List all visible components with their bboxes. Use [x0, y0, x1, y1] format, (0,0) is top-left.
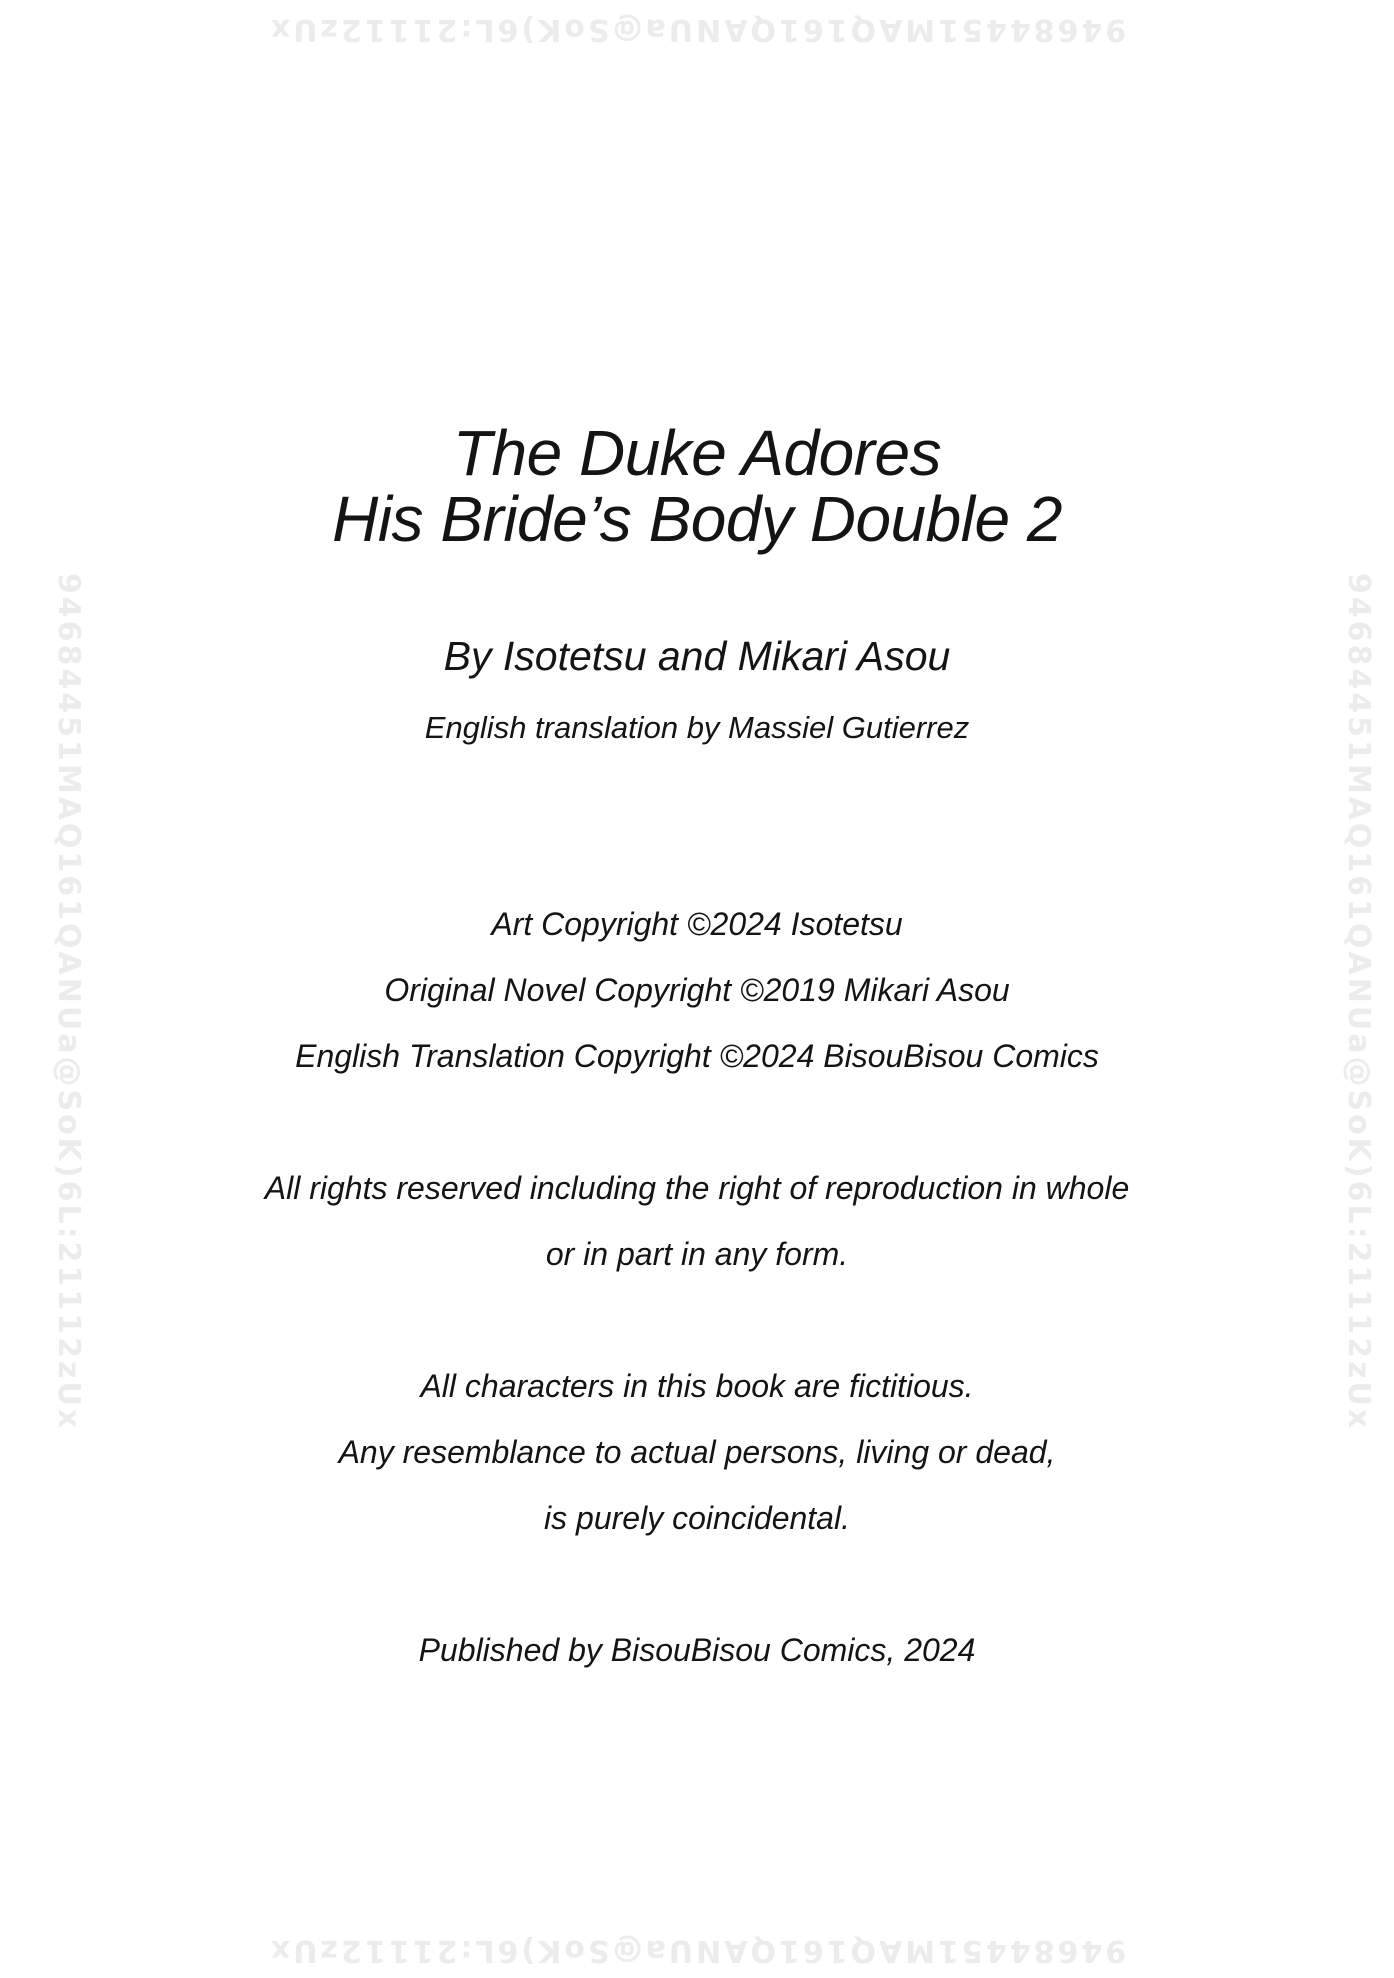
- watermark-bottom: 94684451MAQ161QANUa@SoK)6L:21112zUx: [267, 1933, 1127, 1968]
- watermark-left: 94684451MAQ161QANUa@SoK)6L:21112zUx: [51, 572, 86, 1432]
- book-title-line-2: His Bride’s Body Double 2: [332, 483, 1062, 555]
- disclaimer-line-1: All characters in this book are fictitious.: [420, 1368, 974, 1404]
- rights-line-1: All rights reserved including the right of reproduction in whole: [264, 1170, 1130, 1206]
- publisher-line: Published by BisouBisou Comics, 2024: [418, 1632, 976, 1668]
- watermark-right: 94684451MAQ161QANUa@SoK)6L:21112zUx: [1341, 572, 1376, 1432]
- copyright-novel: Original Novel Copyright ©2019 Mikari Asou: [384, 972, 1010, 1008]
- disclaimer-line-3: is purely coincidental.: [544, 1500, 850, 1536]
- rights-line-2: or in part in any form.: [545, 1236, 849, 1272]
- copyright-art: Art Copyright ©2024 Isotetsu: [491, 906, 903, 942]
- book-title-line-1: The Duke Adores: [452, 417, 942, 489]
- copyright-translation: English Translation Copyright ©2024 BisouBisou Comics: [295, 1038, 1099, 1074]
- author-byline: By Isotetsu and Mikari Asou: [443, 633, 951, 679]
- translation-credit: English translation by Massiel Gutierrez: [424, 710, 970, 745]
- disclaimer-line-2: Any resemblance to actual persons, living or dead,: [338, 1434, 1056, 1470]
- watermark-top: 94684451MAQ161QANUa@SoK)6L:21112zUx: [267, 12, 1127, 47]
